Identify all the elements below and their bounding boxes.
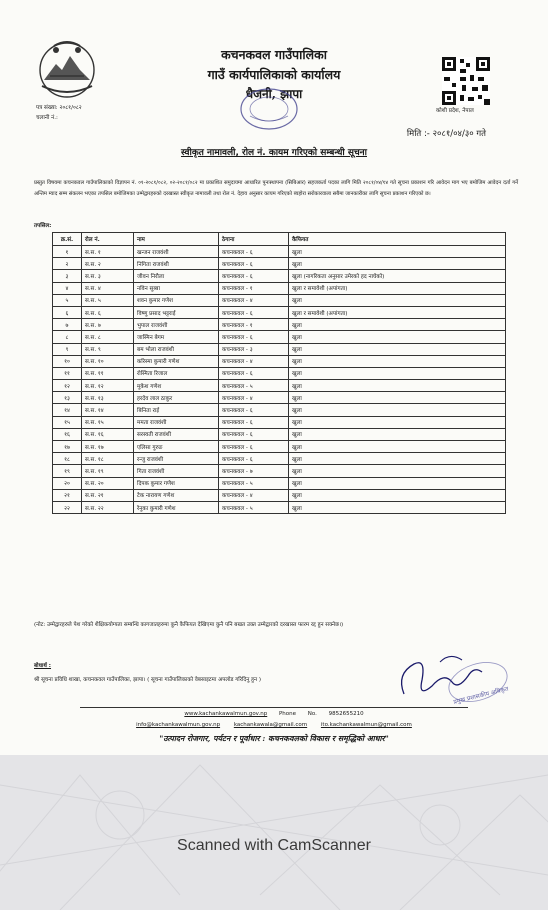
cell-roll: स.स. २ [82, 258, 134, 270]
cell-remarks: खुला [289, 453, 506, 465]
cell-name: नविन सुब्बा [134, 282, 219, 294]
column-header-name: नाम [134, 233, 219, 246]
cell-serial: २२ [53, 501, 82, 513]
cell-roll: स.स. ३ [82, 270, 134, 282]
cell-serial: ७ [53, 319, 82, 331]
cell-name: रेनुका कुमारी गणेश [134, 501, 219, 513]
table-row [53, 258, 506, 270]
table-row [53, 453, 506, 465]
cell-remarks: खुला [289, 428, 506, 440]
table-row [53, 306, 506, 318]
cell-address: कचनकवल - ५ [219, 501, 289, 513]
cell-remarks: खुला [289, 258, 506, 270]
background-pattern-icon [0, 755, 548, 910]
cell-serial: ११ [53, 367, 82, 379]
cell-remarks: खुला र समावेशी (अपांगता) [289, 306, 506, 318]
cell-serial: १५ [53, 416, 82, 428]
table-row [53, 282, 506, 294]
scanner-watermark-text: Scanned with CamScanner [177, 837, 371, 854]
cell-serial: १२ [53, 380, 82, 392]
cell-remarks: खुला र समावेशी (अपांगता) [289, 282, 506, 294]
cell-serial: १३ [53, 392, 82, 404]
province-label: कोशी प्रदेश, नेपाल [436, 108, 474, 114]
reference-number: पत्र संख्या: २०८१/०८२ [36, 105, 82, 111]
website-link[interactable]: www.kachankawalmun.gov.np [184, 711, 268, 717]
cell-roll: स.स. २१ [82, 489, 134, 501]
cell-address: कचनकवल - ६ [219, 428, 289, 440]
cell-remarks: खुला [289, 380, 506, 392]
cell-address: कचनकवल - ७ [219, 465, 289, 477]
cell-serial: १८ [53, 453, 82, 465]
cell-address: कचनकवल - ४ [219, 489, 289, 501]
cell-roll: स.स. १६ [82, 428, 134, 440]
dispatch-number: चलानी नं.: [36, 115, 58, 121]
table-row [53, 501, 506, 513]
cell-roll: स.स. २० [82, 477, 134, 489]
cell-roll: स.स. ५ [82, 294, 134, 306]
cell-address: कचनकवल - ६ [219, 331, 289, 343]
cell-serial: २० [53, 477, 82, 489]
cell-name: रन्जु राजवंशी [134, 453, 219, 465]
cell-name: गिता राजवंशी [134, 465, 219, 477]
email-ito-link[interactable]: ito.kachankawalmun@gmail.com [320, 722, 412, 728]
table-row [53, 477, 506, 489]
footer-divider [80, 707, 468, 708]
cell-address: कचनकवल - ४ [219, 294, 289, 306]
cell-roll: स.स. १४ [82, 404, 134, 416]
cell-serial: २ [53, 258, 82, 270]
signature-stamp-image [392, 646, 512, 716]
cell-remarks: खुला [289, 294, 506, 306]
cell-remarks: खुला [289, 465, 506, 477]
table-row [53, 246, 506, 258]
cell-address: कचनकवल - ६ [219, 367, 289, 379]
column-header-serial: क्र.सं. [53, 233, 82, 246]
cell-address: कचनकवल - ६ [219, 306, 289, 318]
signature-caption: प्रमुख प्रशासकीय अधिकृत [452, 685, 510, 706]
cell-remarks: खुला (नागरिकता अनुसार उमेरको हद नाघेको) [289, 270, 506, 282]
cell-name: बम भोला राजवंशी [134, 343, 219, 355]
cell-remarks: खुला [289, 246, 506, 258]
document-date: मिति :- २०८१/०४/३० गते [406, 129, 486, 139]
cell-roll: स.स. ६ [82, 306, 134, 318]
cell-address: कचनकवल - ५ [219, 477, 289, 489]
cell-remarks: खुला [289, 477, 506, 489]
column-header-roll: रोल नं. [82, 233, 134, 246]
cell-remarks: खुला [289, 441, 506, 453]
table-row [53, 428, 506, 440]
cell-serial: ३ [53, 270, 82, 282]
cell-roll: स.स. १२ [82, 380, 134, 392]
cell-address: कचनकवल - ५ [219, 380, 289, 392]
cell-roll: स.स. १९ [82, 465, 134, 477]
cell-name: हरदेव लाल ठाकुर [134, 392, 219, 404]
cell-serial: ४ [53, 282, 82, 294]
cell-address: कचनकवल - ६ [219, 404, 289, 416]
cell-address: कचनकवल - ६ [219, 453, 289, 465]
email-kachankawala-link[interactable]: kachankawala@gmail.com [233, 722, 308, 728]
cell-roll: स.स. ९ [82, 343, 134, 355]
office-seal-stamp [236, 86, 302, 132]
cell-serial: १७ [53, 441, 82, 453]
cell-remarks: खुला [289, 319, 506, 331]
cell-roll: स.स. ४ [82, 282, 134, 294]
footer-line-2 [0, 722, 548, 728]
table-row [53, 416, 506, 428]
phone-number: Phone No. 9852655210 [278, 711, 364, 717]
email-info-link[interactable]: info@kachankawalmun.gov.np [136, 722, 221, 728]
office-location: धैजनी, झापा [245, 87, 303, 101]
table-header-row [53, 233, 506, 246]
cell-name: सरस्वती राजवंशी [134, 428, 219, 440]
cell-address: कचनकवल - १ [219, 319, 289, 331]
table-row [53, 380, 506, 392]
cell-name: दिपक कुमार गणेश [134, 477, 219, 489]
table-row [53, 331, 506, 343]
cell-name: जीवन निरौला [134, 270, 219, 282]
cell-roll: स.स. १५ [82, 416, 134, 428]
cell-address: कचनकवल - ४ [219, 392, 289, 404]
notice-paragraph: प्रस्तुत विषयमा कचनकवल गाउँपालिकाको विज्ञापन नं. ०१-२०८१/०८२, ०२-२०८१/०८२ मा प्रकाशित समुदायमा आधारित पुनःस्थापना (सिबिआर) सहजकर्ता पदका लागि मिति २०८१/०४/१४ गते सूचना प्रकाशन गरि आवेदन माग भए बमोजिम आवेदन दर्ता गर्ने अन्तिम म्याद सम्म संकलन भएका तपसिल बमोजिमका उम्मेद्वारहरुको दरखास्त स्वीकृत नामावली तथा रोल नं. देहाय अनुसार कायम गरिएको ब्यहोरा सरोकारवाला सबैमा जानकारीका लागि सूचना प्रकाशन गरिएको छ। [34, 180, 518, 197]
note-text: (नोट: उम्मेद्वारहरुले पेश गरेको शैक्षिकयोग्यता सम्बन्धि कागजातहरुमा कुनै कैफियत देखिएमा कुनै पनि बखत उक्त उम्मेद्वारको दरखास्त फारम रद्द हुन सक्नेछ।) [34, 622, 344, 628]
cell-roll: स.स. ८ [82, 331, 134, 343]
cell-roll: स.स. १३ [82, 392, 134, 404]
cell-roll: स.स. २२ [82, 501, 134, 513]
cell-serial: १४ [53, 404, 82, 416]
cell-address: कचनकवल - ३ [219, 343, 289, 355]
cell-remarks: खुला [289, 489, 506, 501]
office-subtitle: गाउँ कार्यपालिकाको कार्यालय [207, 67, 341, 82]
cell-name: ममता राजवंशी [134, 416, 219, 428]
cell-serial: २१ [53, 489, 82, 501]
table-row [53, 270, 506, 282]
cell-roll: स.स. ११ [82, 367, 134, 379]
cell-address: कचनकवल - १ [219, 282, 289, 294]
cell-name: भुपाल राजवंशी [134, 319, 219, 331]
bodharth-text: श्री सूचना प्रविधि शाखा, कचनकवल गाउँपालिका, झापा। ( सूचना गाउँपालिकाको वेबसाइटमा अपलोड गरिदिनु हुन ) [34, 677, 261, 683]
cell-serial: ५ [53, 294, 82, 306]
cell-name: बिनिता राई [134, 404, 219, 416]
cell-serial: १० [53, 355, 82, 367]
cell-serial: १६ [53, 428, 82, 440]
cell-remarks: खुला [289, 343, 506, 355]
cell-roll: स.स. १७ [82, 441, 134, 453]
cell-remarks: खुला [289, 331, 506, 343]
table-row [53, 441, 506, 453]
cell-remarks: खुला [289, 355, 506, 367]
municipality-motto: "उत्पादन रोजगार, पर्यटन र पूर्वाधार : कचनकवलको विकास र समृद्धिको आधार" [159, 734, 389, 743]
table-row [53, 294, 506, 306]
table-row [53, 489, 506, 501]
cell-serial: ९ [53, 343, 82, 355]
cell-name: टेक नारायण गणेश [134, 489, 219, 501]
cell-serial: ६ [53, 306, 82, 318]
column-header-address: ठेगाना [219, 233, 289, 246]
cell-name: करिस्मा कुमारी गणेश [134, 355, 219, 367]
cell-name: खन्जन राजवंशी [134, 246, 219, 258]
cell-roll: स.स. १ [82, 246, 134, 258]
table-row [53, 367, 506, 379]
cell-roll: स.स. १८ [82, 453, 134, 465]
table-row [53, 392, 506, 404]
cell-roll: स.स. १० [82, 355, 134, 367]
cell-name: शवन कुमार गणेश [134, 294, 219, 306]
table-row [53, 355, 506, 367]
table-row [53, 465, 506, 477]
cell-serial: १९ [53, 465, 82, 477]
cell-remarks: खुला [289, 416, 506, 428]
cell-name: एलिसा गुरुङ [134, 441, 219, 453]
cell-address: कचनकवल - ६ [219, 258, 289, 270]
cell-name: मुकेश गणेश [134, 380, 219, 392]
table-row [53, 404, 506, 416]
cell-name: निगिता राजवंशी [134, 258, 219, 270]
cell-remarks: खुला [289, 501, 506, 513]
table-row [53, 319, 506, 331]
column-header-remarks: कैफियत [289, 233, 506, 246]
cell-serial: ८ [53, 331, 82, 343]
cell-address: कचनकवल - ६ [219, 416, 289, 428]
cell-roll: स.स. ७ [82, 319, 134, 331]
cell-remarks: खुला [289, 367, 506, 379]
notice-subject: स्वीकृत नामावली, रोल नं. कायम गरिएको सम्बन्धी सूचना [180, 148, 367, 158]
bodharth-label: बोधार्थ : [34, 663, 52, 669]
footer-line-1 [0, 711, 548, 717]
cell-remarks: खुला [289, 404, 506, 416]
cell-address: कचनकवल - ४ [219, 355, 289, 367]
candidate-table [52, 232, 506, 514]
cell-address: कचनकवल - ६ [219, 246, 289, 258]
cell-name: रोस्मिता रिजाल [134, 367, 219, 379]
cell-name: जास्मिन बेगम [134, 331, 219, 343]
cell-serial: १ [53, 246, 82, 258]
cell-remarks: खुला [289, 392, 506, 404]
cell-name: विष्णु प्रसाद भट्टराई [134, 306, 219, 318]
qr-code-icon [442, 57, 490, 105]
office-title: कचनकवल गाउँपालिका [221, 47, 327, 62]
cell-address: कचनकवल - ६ [219, 270, 289, 282]
camscanner-watermark-area [0, 755, 548, 910]
table-row [53, 343, 506, 355]
cell-address: कचनकवल - ६ [219, 441, 289, 453]
table-label: तपसिल: [34, 223, 52, 229]
